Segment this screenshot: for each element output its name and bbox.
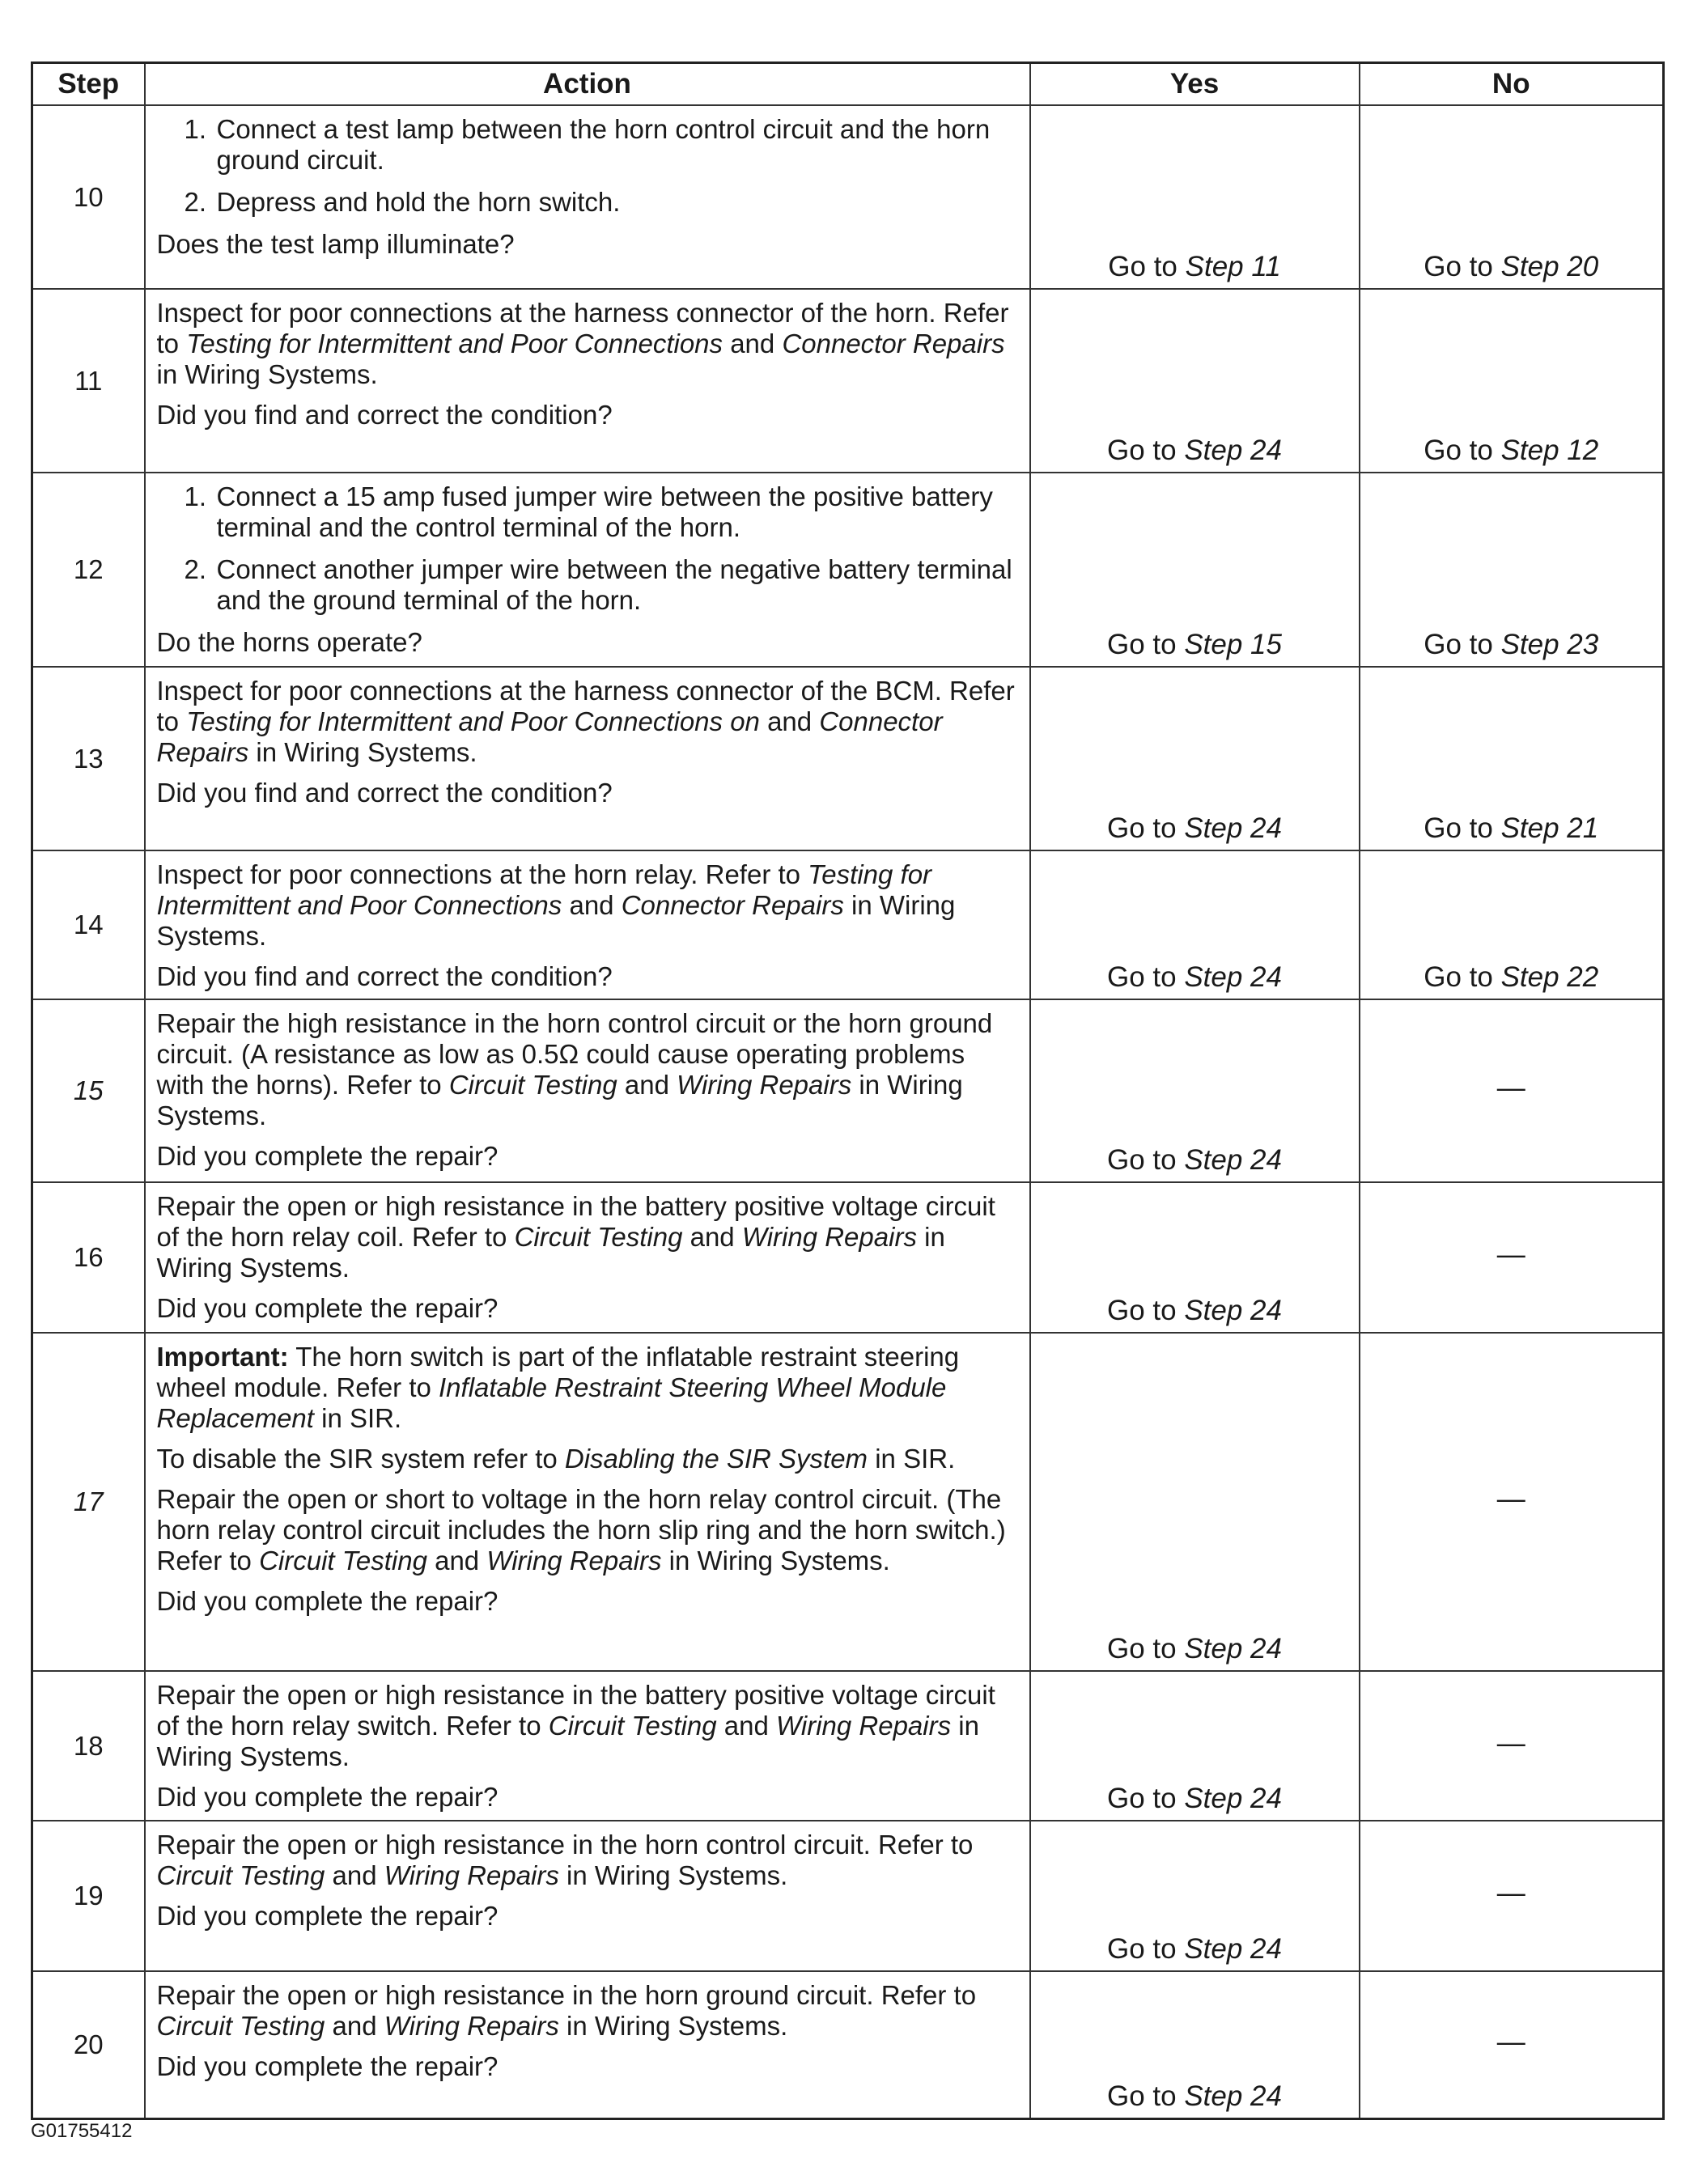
step-cell: 13 (32, 667, 145, 850)
table-row (32, 1971, 1664, 2118)
no-prefix: Go to (1424, 629, 1501, 660)
ref-text: Wiring Repairs (384, 1860, 559, 1890)
yes-prefix: Go to (1107, 435, 1185, 466)
yes-step-ref: Step 15 (1184, 629, 1282, 660)
action-paragraph (157, 1680, 1018, 1772)
action-step-item (157, 114, 1018, 176)
yes-cell (1030, 1671, 1360, 1821)
table-row (32, 1182, 1664, 1333)
text-segment: in Wiring Systems. (156, 1711, 979, 1771)
text-segment: Connect a test lamp between the horn control circuit and the horn ground circuit. (216, 114, 991, 175)
yes-cell (1030, 850, 1360, 999)
yes-cell (1030, 1821, 1360, 1971)
no-dash: — (1496, 1239, 1525, 1270)
action-question: Did you complete the repair? (156, 1141, 499, 1171)
item-text (217, 554, 1018, 616)
yes-prefix: Go to (1107, 961, 1185, 993)
yes-step-ref: Step 24 (1184, 435, 1282, 466)
action-step-item (157, 187, 1018, 218)
text-segment: in Wiring Systems. (661, 1546, 890, 1575)
text-segment: Inspect for poor connections at the horn relay. Refer to (156, 859, 808, 889)
text-segment: in Wiring Systems. (156, 1222, 945, 1283)
yes-prefix: Go to (1107, 1633, 1185, 1665)
item-text (217, 481, 1018, 543)
text-segment: Repair the open or high resistance in the horn control circuit. Refer to (156, 1830, 974, 1860)
action-cell (145, 850, 1030, 999)
no-prefix: Go to (1424, 435, 1501, 466)
ref-text: Disabling the SIR System (564, 1444, 868, 1474)
action-cell (145, 1333, 1030, 1671)
text-segment: Repair the open or high resistance in the battery positive voltage circuit of the horn relay switch. Refer to (156, 1680, 995, 1741)
action-cell (145, 1182, 1030, 1333)
ref-text: Connector Repairs (621, 890, 844, 920)
text-segment: and (325, 2011, 384, 2041)
yes-cell (1030, 105, 1360, 289)
header-action: Action (145, 63, 1030, 106)
text-segment: and (617, 1070, 677, 1100)
table-row (32, 473, 1664, 667)
yes-step-ref: Step 24 (1184, 1633, 1282, 1665)
text-segment: in Wiring Systems. (156, 890, 956, 951)
yes-step-ref: Step 24 (1184, 961, 1282, 993)
text-segment: Repair the open or high resistance in the horn ground circuit. Refer to (156, 1980, 977, 2010)
yes-prefix: Go to (1107, 1933, 1185, 1965)
step-cell: 18 (32, 1671, 145, 1821)
table-row (32, 850, 1664, 999)
step-cell: 10 (32, 105, 145, 289)
action-paragraph (157, 1484, 1018, 1576)
text-segment: in SIR. (868, 1444, 956, 1474)
ref-text: Inflatable Restraint Steering Wheel Module Replacement (156, 1372, 947, 1433)
no-dash: — (1496, 1483, 1525, 1515)
ref-text: Circuit Testing (448, 1070, 617, 1100)
yes-prefix: Go to (1107, 629, 1185, 660)
action-cell (145, 1821, 1030, 1971)
action-question: Did you find and correct the condition? (156, 778, 613, 808)
action-question: Did you complete the repair? (156, 1586, 499, 1616)
no-cell (1360, 473, 1664, 667)
ref-text: Wiring Repairs (776, 1711, 952, 1741)
table-row (32, 289, 1664, 473)
yes-cell (1030, 667, 1360, 850)
no-step-ref: Step 22 (1500, 961, 1599, 993)
header-yes: Yes (1030, 63, 1360, 106)
no-step-ref: Step 20 (1500, 251, 1599, 282)
ref-text: Circuit Testing (156, 2011, 325, 2041)
header-step: Step (32, 63, 145, 106)
text-segment: in Wiring Systems. (156, 359, 378, 389)
action-step-item (157, 481, 1018, 543)
item-number: 2. (184, 187, 207, 217)
step-cell: 16 (32, 1182, 145, 1333)
text-segment: and (716, 1711, 777, 1741)
action-paragraph (157, 859, 1018, 952)
text-segment: and (723, 329, 783, 358)
ref-text: Connector Repairs (156, 706, 943, 767)
action-paragraph (157, 1444, 1018, 1474)
yes-prefix: Go to (1107, 812, 1185, 844)
item-number: 1. (184, 481, 207, 511)
text-segment: Repair the open or high resistance in the battery positive voltage circuit of the horn relay coil. Refer to (156, 1191, 995, 1252)
no-cell (1360, 105, 1664, 289)
action-question: Does the test lamp illuminate? (156, 229, 515, 259)
table-row (32, 667, 1664, 850)
action-cell (145, 105, 1030, 289)
no-prefix: Go to (1424, 251, 1501, 282)
no-dash: — (1496, 2025, 1525, 2058)
no-cell (1360, 1821, 1664, 1971)
step-cell: 14 (32, 850, 145, 999)
step-cell: 19 (32, 1821, 145, 1971)
text-segment: in SIR. (313, 1403, 402, 1433)
text-segment: in Wiring Systems. (248, 737, 477, 767)
yes-prefix: Go to (1107, 1295, 1185, 1326)
yes-step-ref: Step 24 (1184, 2080, 1282, 2112)
text-segment: in Wiring Systems. (156, 1070, 963, 1130)
action-question: Did you complete the repair? (156, 2051, 499, 2081)
ref-text: Wiring Repairs (741, 1222, 917, 1252)
no-cell (1360, 1182, 1664, 1333)
item-text (217, 114, 1018, 176)
text-segment: and (759, 706, 820, 736)
header-no: No (1360, 63, 1664, 106)
text-segment: in Wiring Systems. (558, 2011, 788, 2041)
yes-cell (1030, 1971, 1360, 2118)
text-segment: and (426, 1546, 487, 1575)
text-segment: To disable the SIR system refer to (156, 1444, 565, 1474)
no-dash: — (1496, 1727, 1525, 1759)
no-step-ref: Step 23 (1500, 629, 1599, 660)
bold-text: Important: (156, 1342, 289, 1372)
text-segment: The horn switch is part of the inflatable restraint steering wheel module. Refer to (156, 1342, 960, 1402)
ref-text: Circuit Testing (156, 1860, 325, 1890)
yes-prefix: Go to (1108, 251, 1186, 282)
action-paragraph (157, 1008, 1018, 1131)
no-cell (1360, 1971, 1664, 2118)
no-dash: — (1496, 1877, 1525, 1909)
item-number: 1. (184, 114, 207, 144)
action-question: Did you find and correct the condition? (156, 400, 613, 430)
action-paragraph (157, 676, 1018, 768)
yes-prefix: Go to (1107, 1783, 1185, 1814)
figure-id: G01755412 (31, 2120, 133, 2142)
action-paragraph (157, 298, 1018, 390)
ref-text: Wiring Repairs (384, 2011, 559, 2041)
step-cell: 11 (32, 289, 145, 473)
text-segment: Depress and hold the horn switch. (216, 187, 621, 217)
yes-cell (1030, 1333, 1360, 1671)
table-row (32, 1821, 1664, 1971)
action-question: Did you complete the repair? (156, 1901, 499, 1931)
action-question: Did you find and correct the condition? (156, 961, 613, 991)
step-cell: 20 (32, 1971, 145, 2118)
yes-step-ref: Step 11 (1185, 251, 1281, 282)
yes-step-ref: Step 24 (1184, 1295, 1282, 1326)
ref-text: Testing for Intermittent and Poor Connections on (186, 706, 760, 736)
no-step-ref: Step 12 (1500, 435, 1599, 466)
table-row (32, 999, 1664, 1182)
no-prefix: Go to (1424, 961, 1501, 993)
yes-prefix: Go to (1107, 1144, 1185, 1176)
action-step-item (157, 554, 1018, 616)
table-row (32, 105, 1664, 289)
no-dash: — (1496, 1072, 1525, 1104)
ref-text: Circuit Testing (514, 1222, 683, 1252)
yes-cell (1030, 473, 1360, 667)
table-row (32, 1333, 1664, 1671)
no-step-ref: Step 21 (1500, 812, 1599, 844)
step-cell: 17 (32, 1333, 145, 1671)
no-cell (1360, 667, 1664, 850)
ref-text: Testing for Intermittent and Poor Connections (156, 859, 932, 920)
action-cell (145, 473, 1030, 667)
action-cell (145, 667, 1030, 850)
text-segment: Connect a 15 amp fused jumper wire between the positive battery terminal and the control terminal of the horn. (216, 481, 993, 542)
yes-step-ref: Step 24 (1184, 1144, 1282, 1176)
yes-cell (1030, 1182, 1360, 1333)
ref-text: Wiring Repairs (677, 1070, 852, 1100)
action-cell (145, 1971, 1030, 2118)
ref-text: Wiring Repairs (486, 1546, 662, 1575)
text-segment: and (562, 890, 622, 920)
action-question: Do the horns operate? (156, 627, 422, 657)
action-cell (145, 999, 1030, 1182)
yes-step-ref: Step 24 (1184, 812, 1282, 844)
action-question: Did you complete the repair? (156, 1293, 499, 1323)
no-cell (1360, 289, 1664, 473)
text-segment: Repair the high resistance in the horn control circuit or the horn ground circuit. (A resistance as low as 0.5Ω could cause operating problems with the horns). Refer to (156, 1008, 993, 1100)
text-segment: in Wiring Systems. (558, 1860, 788, 1890)
text-segment: Inspect for poor connections at the harness connector of the BCM. Refer to (156, 676, 1015, 736)
no-cell (1360, 1671, 1664, 1821)
yes-step-ref: Step 24 (1184, 1783, 1282, 1814)
no-cell (1360, 850, 1664, 999)
item-number: 2. (184, 554, 207, 584)
ref-text: Circuit Testing (259, 1546, 427, 1575)
table-row (32, 1671, 1664, 1821)
ref-text: Testing for Intermittent and Poor Connections (186, 329, 723, 358)
action-paragraph (157, 1342, 1018, 1434)
action-cell (145, 289, 1030, 473)
action-paragraph (157, 1980, 1018, 2042)
action-question: Did you complete the repair? (156, 1782, 499, 1812)
action-paragraph (157, 1191, 1018, 1283)
text-segment: Connect another jumper wire between the negative battery terminal and the ground terminal of the horn. (216, 554, 1012, 615)
ref-text: Connector Repairs (782, 329, 1005, 358)
item-text (217, 187, 621, 218)
yes-cell (1030, 289, 1360, 473)
text-segment: Inspect for poor connections at the harness connector of the horn. Refer to (156, 298, 1009, 358)
header-row (32, 63, 1664, 106)
step-cell: 15 (32, 999, 145, 1182)
text-segment: and (682, 1222, 742, 1252)
no-cell (1360, 1333, 1664, 1671)
yes-cell (1030, 999, 1360, 1182)
action-paragraph (157, 1830, 1018, 1891)
no-prefix: Go to (1424, 812, 1501, 844)
text-segment: Repair the open or short to voltage in the horn relay control circuit. (The horn relay control circuit includes the horn slip ring and the horn switch.) Refer to (156, 1484, 1006, 1575)
no-cell (1360, 999, 1664, 1182)
table-body (32, 105, 1664, 2118)
diagnostic-table (31, 61, 1665, 2120)
ref-text: Circuit Testing (548, 1711, 717, 1741)
step-cell: 12 (32, 473, 145, 667)
text-segment: and (325, 1860, 384, 1890)
yes-prefix: Go to (1107, 2080, 1185, 2112)
yes-step-ref: Step 24 (1184, 1933, 1282, 1965)
action-cell (145, 1671, 1030, 1821)
